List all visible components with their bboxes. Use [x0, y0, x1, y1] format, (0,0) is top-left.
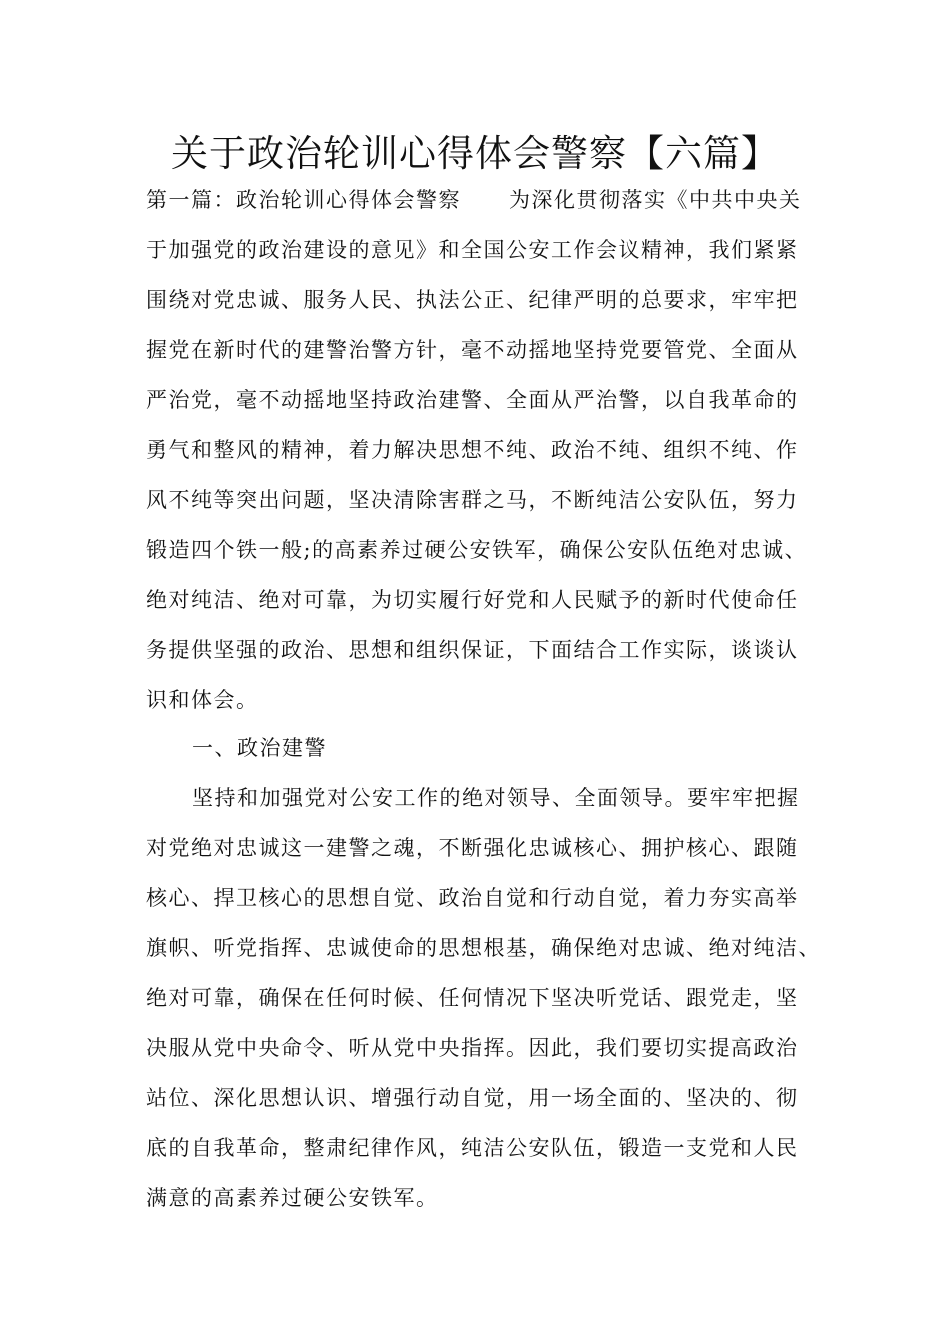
paragraph-1-line: 风不纯等突出问题，坚决清除害群之马，不断纯洁公安队伍，努力	[146, 488, 799, 512]
paragraph-1-line: 握党在新时代的建警治警方针，毫不动摇地坚持党要管党、全面从	[146, 338, 799, 362]
paragraph-1-line: 识和体会。	[146, 688, 259, 712]
section-heading: 一、政治建警	[192, 736, 327, 760]
paragraph-2-line: 核心、捍卫核心的思想自觉、政治自觉和行动自觉，着力夯实高举	[146, 886, 799, 910]
paragraph-2-line: 绝对可靠，确保在任何时候、任何情况下坚决听党话、跟党走，坚	[146, 986, 799, 1010]
paragraph-1-line: 围绕对党忠诚、服务人民、执法公正、纪律严明的总要求，牢牢把	[146, 288, 799, 312]
paragraph-1-line: 勇气和整风的精神，着力解决思想不纯、政治不纯、组织不纯、作	[146, 438, 799, 462]
paragraph-1-line-text: 为深化贯彻落实《中共中央关	[509, 188, 802, 212]
paragraph-2-line: 坚持和加强党对公安工作的绝对领导、全面领导。要牢牢把握	[192, 786, 800, 810]
paragraph-1-line: 严治党，毫不动摇地坚持政治建警、全面从严治警，以自我革命的	[146, 388, 799, 412]
paragraph-2-line: 站位、深化思想认识、增强行动自觉，用一场全面的、坚决的、彻	[146, 1086, 799, 1110]
document-title: 关于政治轮训心得体会警察【六篇】	[171, 132, 779, 175]
paragraph-2-line: 底的自我革命，整肃纪律作风，纯洁公安队伍，锻造一支党和人民	[146, 1136, 799, 1160]
section-1	[146, 723, 826, 773]
paragraph-2-line: 满意的高素养过硬公安铁军。	[146, 1186, 439, 1210]
paragraph-1	[146, 175, 826, 725]
paragraph-1-line: 于加强党的政治建设的意见》和全国公安工作会议精神，我们紧紧	[146, 238, 799, 262]
paragraph-2	[146, 773, 826, 1223]
paragraph-1-line-1	[146, 175, 826, 225]
paragraph-2-line: 决服从党中央命令、听从党中央指挥。因此，我们要切实提高政治	[146, 1036, 799, 1060]
part-heading: 第一篇：政治轮训心得体会警察	[146, 188, 461, 212]
paragraph-1-line: 务提供坚强的政治、思想和组织保证，下面结合工作实际，谈谈认	[146, 638, 799, 662]
paragraph-2-line: 对党绝对忠诚这一建警之魂，不断强化忠诚核心、拥护核心、跟随	[146, 836, 799, 860]
paragraph-1-line: 绝对纯洁、绝对可靠，为切实履行好党和人民赋予的新时代使命任	[146, 588, 799, 612]
paragraph-2-line: 旗帜、听党指挥、忠诚使命的思想根基，确保绝对忠诚、绝对纯洁、	[146, 936, 821, 960]
paragraph-1-line: 锻造四个铁一般;的高素养过硬公安铁军，确保公安队伍绝对忠诚、	[146, 538, 808, 562]
